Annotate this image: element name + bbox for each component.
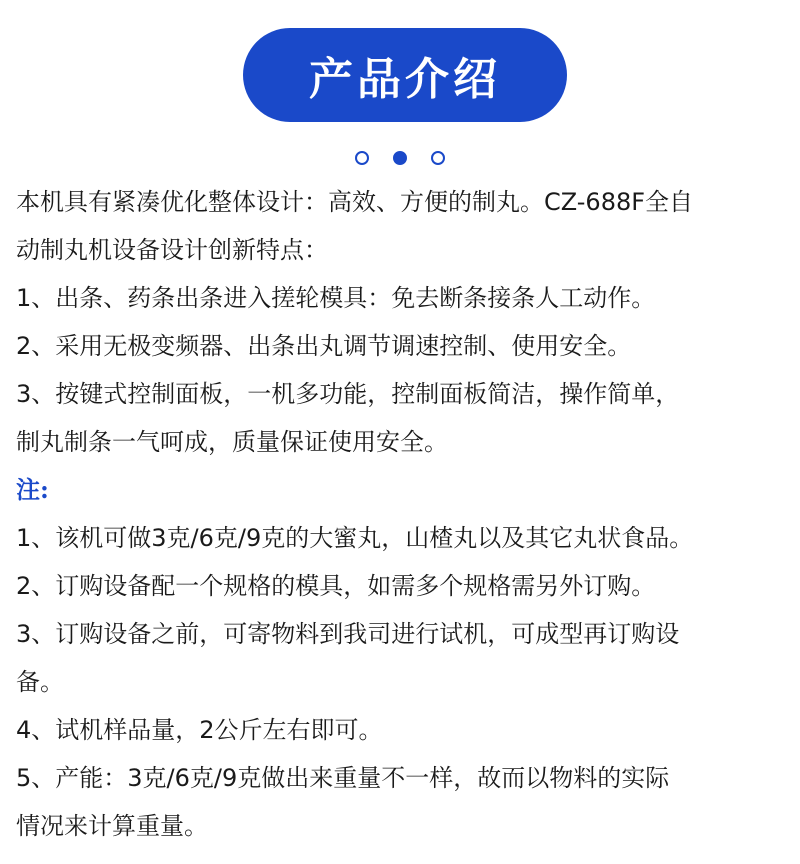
intro-line-2: 动制丸机设备设计创新特点： (16, 236, 328, 264)
page-title: 产品介绍 (309, 54, 501, 105)
title-banner (243, 28, 567, 122)
carousel-indicator (0, 151, 800, 165)
intro-line-1: 本机具有紧凑优化整体设计：高效、方便的制丸。CZ-688F全自 (16, 188, 694, 216)
indicator-dot-3[interactable] (431, 151, 445, 165)
feature-2: 2、采用无极变频器、出条出丸调节调速控制、使用安全。 (16, 332, 632, 360)
note-5-continued: 情况来计算重量。 (16, 812, 208, 840)
feature-3-continued: 制丸制条一气呵成，质量保证使用安全。 (16, 428, 448, 456)
note-1: 1、该机可做3克/6克/9克的大蜜丸，山楂丸以及其它丸状食品。 (16, 524, 694, 552)
product-description (16, 178, 788, 850)
indicator-dot-2-active[interactable] (393, 151, 407, 165)
note-3: 3、订购设备之前，可寄物料到我司进行试机，可成型再订购设 (16, 620, 680, 648)
note-3-continued: 备。 (16, 668, 64, 696)
note-2: 2、订购设备配一个规格的模具，如需多个规格需另外订购。 (16, 572, 656, 600)
feature-3: 3、按键式控制面板，一机多功能，控制面板简洁，操作简单， (16, 380, 680, 408)
notes-heading: 注: (16, 475, 49, 504)
indicator-dot-1[interactable] (355, 151, 369, 165)
note-4: 4、试机样品量，2公斤左右即可。 (16, 716, 383, 744)
feature-1: 1、出条、药条出条进入搓轮模具：免去断条接条人工动作。 (16, 284, 656, 312)
note-5: 5、产能：3克/6克/9克做出来重量不一样，故而以物料的实际 (16, 764, 670, 792)
